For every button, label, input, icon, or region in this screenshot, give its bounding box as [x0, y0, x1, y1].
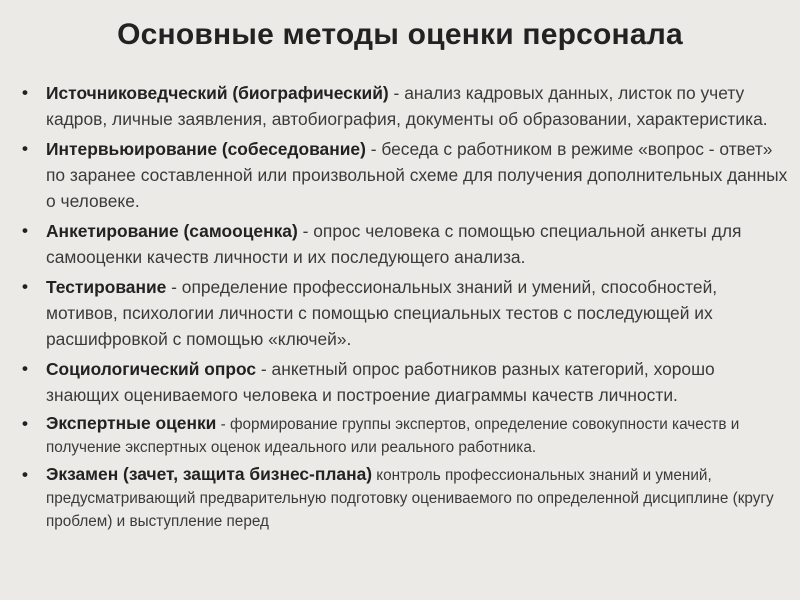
method-separator: -	[166, 277, 182, 297]
method-description: анкетный опрос работников разных категорий, хорошо знающих оцениваемого человека и построение диаграммы качеств личности.	[46, 359, 715, 405]
bullet: •	[22, 221, 28, 240]
method-item-expert-assessment	[16, 412, 788, 459]
method-item-questionnaire	[16, 218, 788, 270]
method-item-exam	[16, 463, 788, 533]
slide-title: Основные методы оценки персонала	[117, 18, 683, 51]
method-term: Источниковедческий (биографический)	[46, 83, 389, 103]
method-item-sociological-survey	[16, 356, 788, 408]
method-separator: -	[256, 359, 272, 379]
bullet: •	[22, 414, 28, 433]
method-term: Экспертные оценки	[46, 413, 217, 433]
method-item-biographical	[16, 80, 788, 132]
method-separator: -	[365, 139, 382, 159]
method-separator: -	[388, 83, 405, 103]
bullet: •	[22, 83, 28, 102]
bullet: •	[22, 277, 28, 296]
method-description: беседа с работником в режиме «вопрос - ответ» по заранее составленной или произвольной схеме для получения дополнительных данных о человеке.	[46, 139, 788, 211]
bullet: •	[22, 465, 28, 484]
method-term: Интервьюирование (собеседование)	[46, 139, 366, 159]
method-description: опрос человека с помощью специальной анкеты для самооценки качеств личности и их последующего анализа.	[46, 221, 742, 267]
methods-list	[16, 80, 788, 537]
method-separator: -	[297, 221, 314, 241]
method-term: Социологический опрос	[46, 359, 257, 379]
method-term: Тестирование	[46, 277, 167, 297]
method-term: Экзамен (зачет, защита бизнес-плана)	[46, 464, 373, 484]
bullet: •	[22, 139, 28, 158]
bullet: •	[22, 359, 28, 378]
method-term: Анкетирование (самооценка)	[46, 221, 298, 241]
method-separator: -	[216, 416, 230, 433]
method-item-testing	[16, 274, 788, 352]
method-description: определение профессиональных знаний и умений, способностей, мотивов, психологии личности с помощью специальных тестов с последующей их расшифровкой с помощью «ключей».	[46, 277, 718, 349]
method-item-interview	[16, 136, 788, 214]
method-description: формирование группы экспертов, определение совокупности качеств и получение экспертных оценок идеального или реального работника.	[46, 416, 740, 456]
method-description: анализ кадровых данных, листок по учету кадров, личные заявления, автобиография, документы об образовании, характеристика.	[46, 83, 768, 129]
method-description: контроль профессиональных знаний и умений, предусматривающий предварительную подготовку оцениваемого по определенной дисциплине (кругу проблем) и выступление перед	[46, 467, 774, 530]
